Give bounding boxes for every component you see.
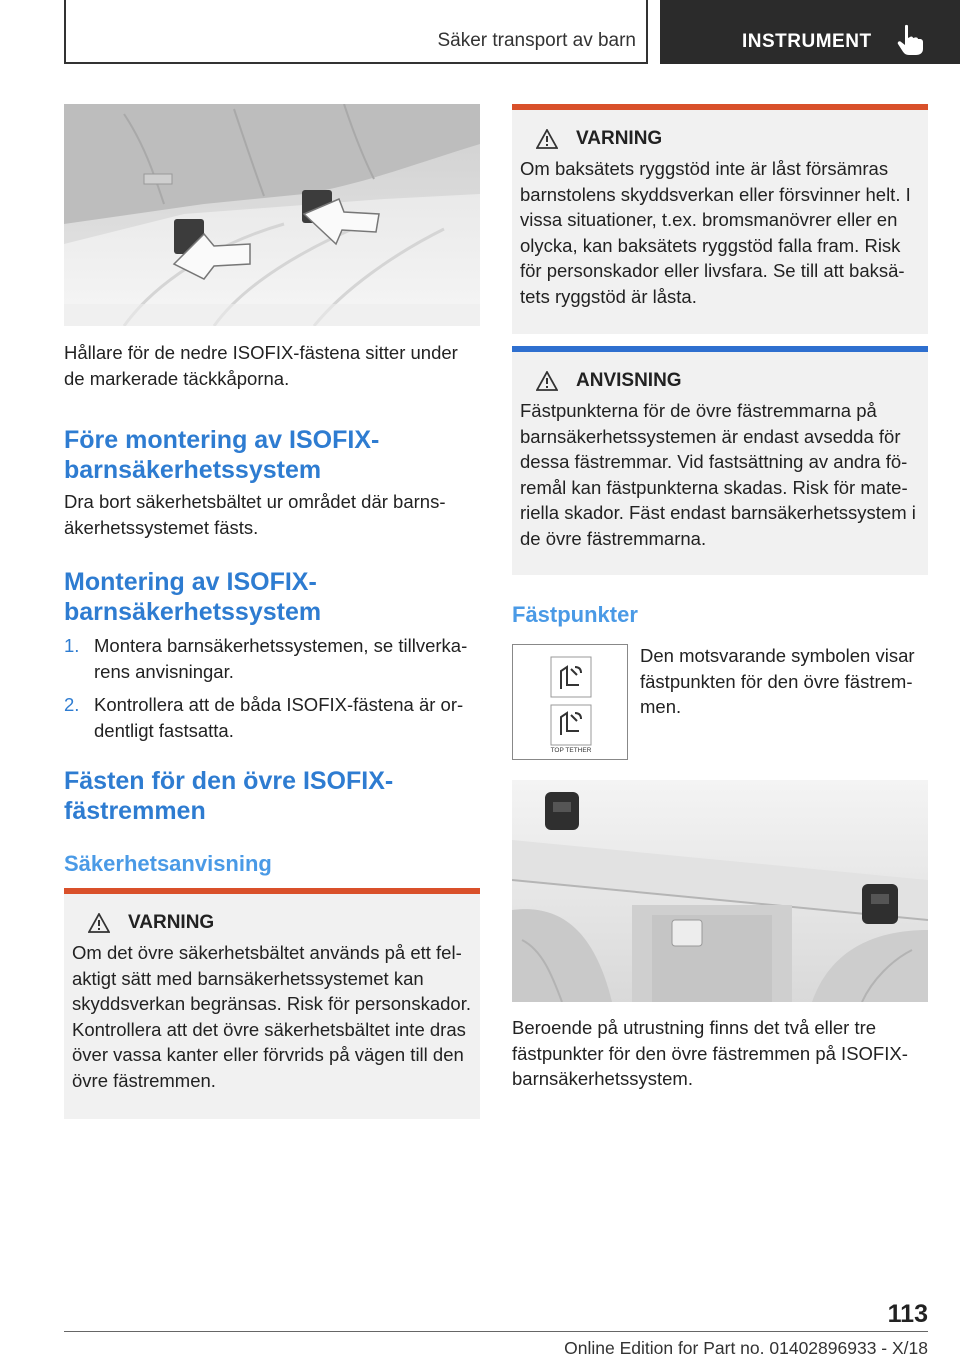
top-tether-symbol-frame — [512, 644, 628, 760]
chapter-label: INSTRUMENT — [742, 31, 872, 52]
warning-title: VARNING — [128, 912, 215, 933]
heading-mounting: Montering av ISOFIX-barnsäkerhetssystem — [64, 568, 322, 626]
child-seat-anchor-icon — [513, 645, 627, 759]
heading-anchor-points: Fästpunkter — [512, 602, 638, 627]
warning-box-left — [64, 888, 480, 1119]
list-item — [64, 633, 480, 684]
warning-triangle-icon — [88, 913, 110, 933]
before-mounting-text: Dra bort säkerhetsbältet ur området där barnsäkerhetssystemet fästs. — [64, 491, 446, 538]
footer-divider — [64, 1331, 928, 1332]
photo1-caption: Hållare för de nedre ISOFIX-fästena sitter under de markerade täckkåporna. — [64, 342, 458, 389]
isofix-lower-anchors-photo — [64, 104, 480, 326]
heading-upper-tether-anchors: Fästen för den övre ISOFIX-fästremmen — [64, 767, 394, 825]
note-title: ANVISNING — [576, 370, 682, 391]
warning-body: Om baksätets ryggstöd inte är låst försämras barnstolens skyddsverkan eller försvinner helt. I vissa situationer, t.ex. bromsmanövrer eller en olycka, kan baksätets ryggstöd falla fram. Risk för personskador eller livsfara. Se till att baksätets ryggstöd är låsta. — [520, 158, 911, 307]
top-tether-label: TOP TETHER — [550, 747, 592, 754]
step-number: 2. — [64, 694, 80, 715]
step-text: Kontrollera att de båda ISOFIX-fästena är ordentligt fastsatta. — [94, 694, 464, 741]
chapter-tab[interactable] — [660, 0, 960, 64]
heading-safety-notice: Säkerhetsanvisning — [64, 851, 272, 876]
warning-title: VARNING — [576, 128, 663, 149]
note-box — [512, 346, 928, 575]
symbol-description: Den motsvarande symbolen visar fästpunkten för den övre fästremmen. — [640, 645, 915, 717]
mounting-steps-list — [64, 633, 480, 751]
step-text: Montera barnsäkerhetssystemen, se tillverkarens anvisningar. — [94, 635, 468, 682]
warning-triangle-icon — [536, 129, 558, 149]
heading-before-mounting: Före montering av ISOFIX-barnsäkerhetssystem — [64, 426, 380, 484]
step-number: 1. — [64, 635, 80, 656]
warning-triangle-icon — [536, 371, 558, 391]
note-body: Fästpunkterna för de övre fästremmarna på barnsäkerhetssystemen är endast avsedda för dessa fästremmar. Vid fastsättning av andra föremål kan fästpunkterna skadas. Risk för materiella skador. Fäst endast barnsäkerhetssystem i de övre fästremmarna. — [520, 400, 916, 549]
warning-box-right — [512, 104, 928, 334]
list-item — [64, 692, 480, 743]
page-number: 113 — [887, 1300, 928, 1328]
hand-pointer-icon — [896, 24, 926, 56]
warning-body: Om det övre säkerhetsbältet används på ett felaktigt sätt med barnsäkerhetssystemet kan skyddsverkan begränsas. Risk för personskador. Kontrollera att det övre säkerhetsbältet inte dras över vassa kanter eller förvrids på vägen till den övre fästremmen. — [72, 942, 471, 1091]
photo2-caption: Beroende på utrustning finns det två eller tre fästpunkter för den övre fästremmen på ISOFIX-barnsäkerhetssystem. — [512, 1017, 908, 1089]
top-tether-anchors-photo — [512, 780, 928, 1002]
section-title: Säker transport av barn — [437, 30, 636, 51]
edition-footer: Online Edition for Part no. 01402896933 - X/18 — [564, 1338, 928, 1358]
